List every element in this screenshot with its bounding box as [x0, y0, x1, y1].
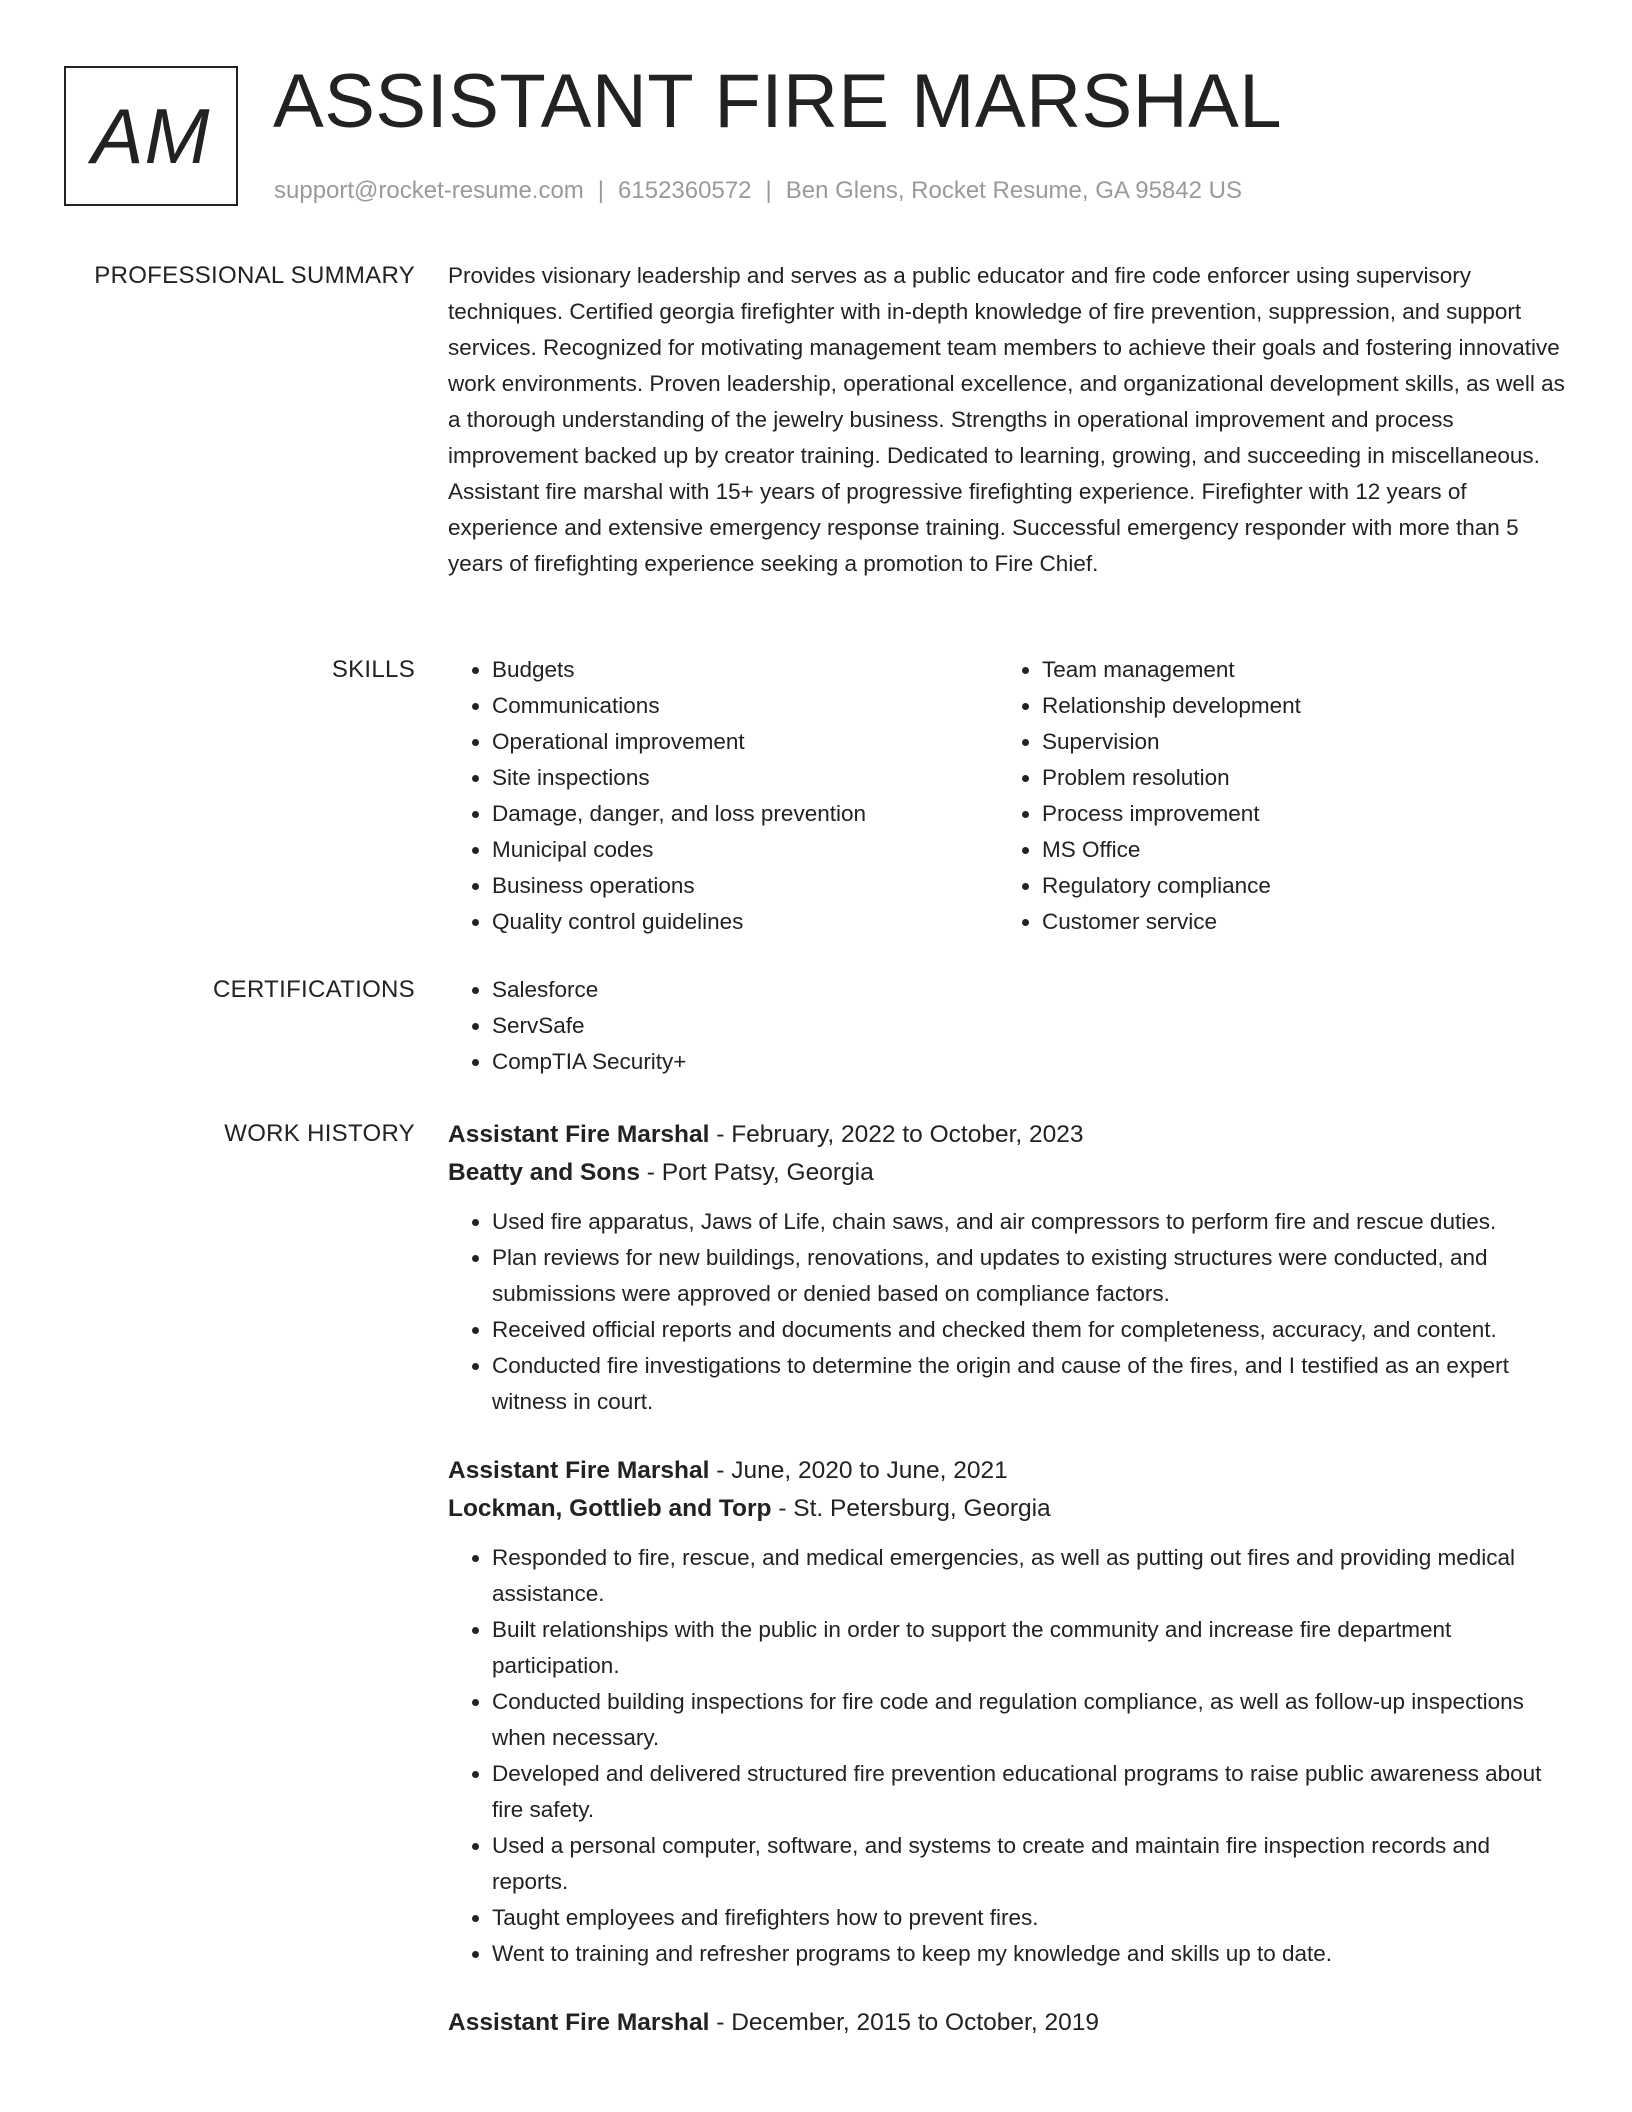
job-duty-item: • Plan reviews for new buildings, renovations, and updates to existing structures were conducted, and submissions were approved or denied based on compliance factors. — [492, 1240, 1568, 1312]
skill-item: • Supervision — [1042, 724, 1548, 760]
job-title-line — [448, 1452, 1568, 1490]
certification-item: • ServSafe — [492, 1008, 1568, 1044]
skill-item: • Business operations — [492, 868, 998, 904]
job-location: - Port Patsy, Georgia — [639, 1159, 874, 1186]
certifications-body — [448, 972, 1568, 1080]
section-label-certifications: CERTIFICATIONS — [213, 976, 415, 1003]
section-label-summary: PROFESSIONAL SUMMARY — [94, 262, 415, 289]
skill-item: • MS Office — [1042, 832, 1548, 868]
job-duties-list — [448, 1204, 1568, 1420]
skills-column-left — [448, 652, 998, 940]
skill-item: • Damage, danger, and loss prevention — [492, 796, 998, 832]
contact-separator: | — [597, 177, 605, 204]
job-title: Assistant Fire Marshal — [448, 2009, 710, 2036]
initials-monogram — [64, 66, 238, 206]
job-company: Beatty and Sons — [448, 1159, 640, 1186]
skill-item: • Customer service — [1042, 904, 1548, 940]
skills-list-left — [448, 652, 998, 940]
contact-phone: 6152360572 — [618, 177, 752, 204]
job-location: - St. Petersburg, Georgia — [771, 1495, 1051, 1522]
job-duty-item: • Taught employees and firefighters how to prevent fires. — [492, 1900, 1568, 1936]
job-duty-item: • Received official reports and documents and checked them for completeness, accuracy, and content. — [492, 1312, 1568, 1348]
contact-separator: | — [765, 177, 772, 204]
job-dates: - February, 2022 to October, 2023 — [709, 1121, 1084, 1148]
contact-line — [274, 175, 1242, 207]
job-title-line — [448, 1116, 1568, 1154]
certification-item: • CompTIA Security+ — [492, 1044, 1568, 1080]
skill-item: • Municipal codes — [492, 832, 998, 868]
job-duty-item: • Responded to fire, rescue, and medical emergencies, as well as putting out fires and providing medical assistance. — [492, 1540, 1568, 1612]
job-company: Lockman, Gottlieb and Torp — [448, 1495, 772, 1522]
skills-list-right — [998, 652, 1548, 940]
job-company-line — [448, 1490, 1568, 1528]
job-dates: - December, 2015 to October, 2019 — [709, 2009, 1099, 2036]
contact-email: support@rocket-resume.com — [274, 177, 584, 204]
resume-title: ASSISTANT FIRE MARSHAL — [273, 59, 1283, 144]
skill-item: • Site inspections — [492, 760, 998, 796]
initials-text: AM — [91, 91, 211, 180]
job-duty-item: • Conducted building inspections for fire code and regulation compliance, as well as follow-up inspections when necessary. — [492, 1684, 1568, 1756]
job-duty-item: • Conducted fire investigations to determine the origin and cause of the fires, and I testified as an expert witness in court. — [492, 1348, 1568, 1420]
job-duty-item: • Built relationships with the public in order to support the community and increase fire department participation. — [492, 1612, 1568, 1684]
skill-item: • Communications — [492, 688, 998, 724]
skill-item: • Regulatory compliance — [1042, 868, 1548, 904]
section-label-skills: SKILLS — [331, 656, 415, 683]
skills-column-right — [998, 652, 1548, 940]
summary-text: Provides visionary leadership and serves as a public educator and fire code enforcer using supervisory techniques. Certified georgia firefighter with in-depth knowledge of fire prevention, suppression, and support services. Recognized for motivating management team members to achieve their goals and fostering innovative work environments. Proven leadership, operational excellence, and organizational development skills, as well as a thorough understanding of the jewelry business. Strengths in operational improvement and process improvement backed up by creator training. Dedicated to learning, growing, and succeeding in miscellaneous. Assistant fire marshal with 15+ years of progressive firefighting experience. Firefighter with 12 years of experience and extensive emergency response training. Successful emergency responder with more than 5 years of firefighting experience seeking a promotion to Fire Chief. — [448, 263, 1565, 576]
certification-item: • Salesforce — [492, 972, 1568, 1008]
skills-columns — [448, 652, 1568, 940]
skills-body — [448, 652, 1568, 940]
job-duty-item: • Went to training and refresher programs to keep my knowledge and skills up to date. — [492, 1936, 1568, 1972]
skill-item: • Problem resolution — [1042, 760, 1548, 796]
skill-item: • Relationship development — [1042, 688, 1548, 724]
summary-body — [448, 258, 1568, 582]
job-duties-list — [448, 1540, 1568, 1972]
job-duty-item: • Used fire apparatus, Jaws of Life, chain saws, and air compressors to perform fire and rescue duties. — [492, 1204, 1568, 1240]
job-entry — [448, 1452, 1568, 1972]
skill-item: • Team management — [1042, 652, 1548, 688]
job-dates: - June, 2020 to June, 2021 — [709, 1457, 1008, 1484]
job-title-line — [448, 2004, 1568, 2042]
job-duty-item: • Used a personal computer, software, and systems to create and maintain fire inspection records and reports. — [492, 1828, 1568, 1900]
job-duty-item: • Developed and delivered structured fire prevention educational programs to raise public awareness about fire safety. — [492, 1756, 1568, 1828]
section-label-work-history: WORK HISTORY — [224, 1120, 415, 1147]
certifications-list — [448, 972, 1568, 1080]
job-title: Assistant Fire Marshal — [448, 1457, 710, 1484]
work-history-body — [448, 1116, 1568, 2074]
job-entry — [448, 1116, 1568, 1420]
job-entry — [448, 2004, 1568, 2042]
contact-address: Ben Glens, Rocket Resume, GA 95842 US — [785, 177, 1242, 204]
skill-item: • Operational improvement — [492, 724, 998, 760]
job-company-line — [448, 1154, 1568, 1192]
skill-item: • Budgets — [492, 652, 998, 688]
job-title: Assistant Fire Marshal — [448, 1121, 710, 1148]
skill-item: • Quality control guidelines — [492, 904, 998, 940]
skill-item: • Process improvement — [1042, 796, 1548, 832]
